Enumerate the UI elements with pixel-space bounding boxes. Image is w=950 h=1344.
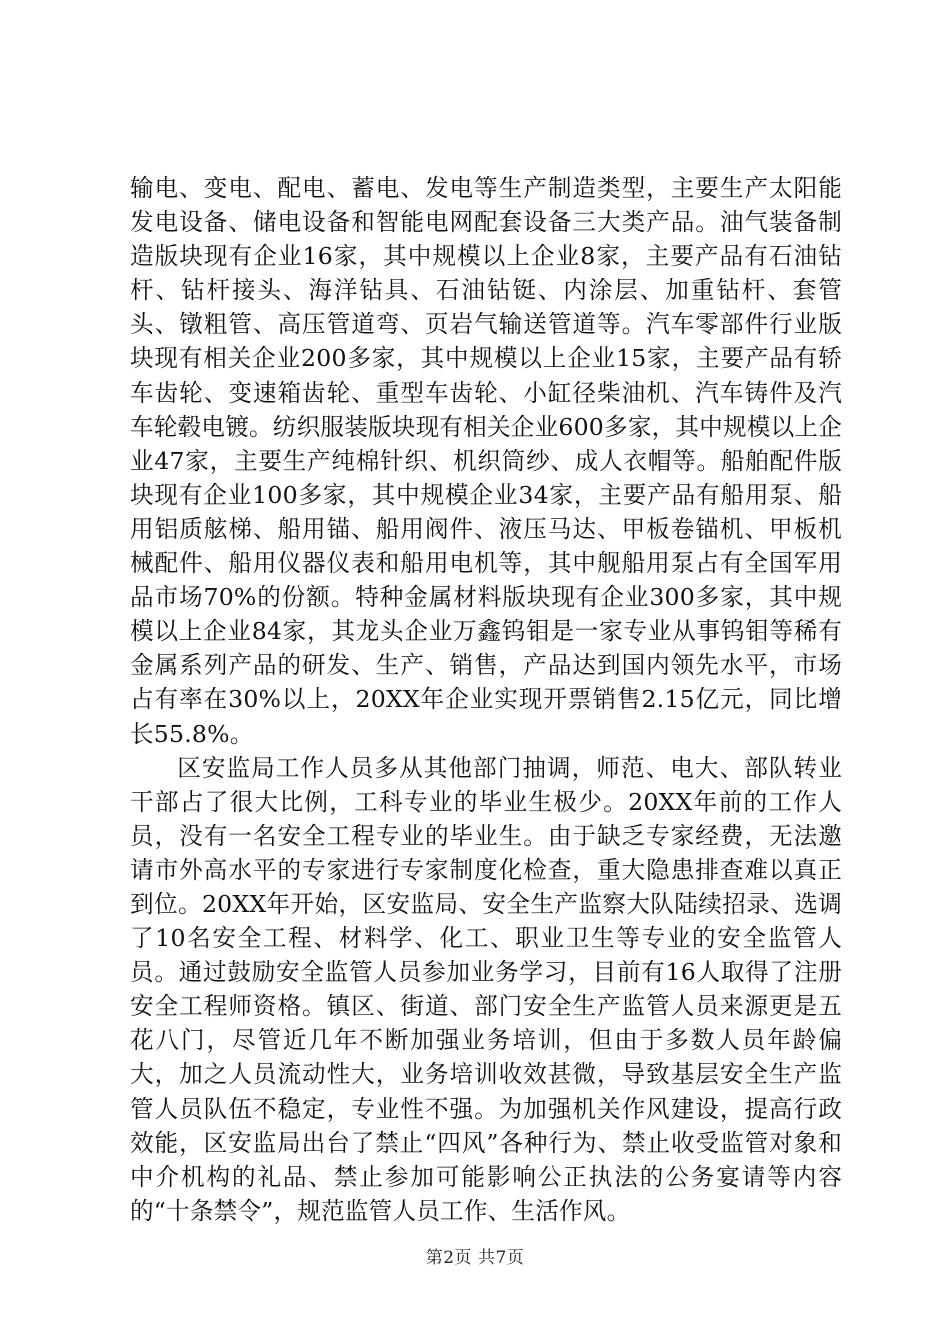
page-footer: 第2页 共7页 <box>425 1248 525 1268</box>
paragraph-safety-staff: 区安监局工作人员多从其他部门抽调，师范、电大、部队转业干部占了很大比例，工科专业的毕业生极少。20XX年前的工作人员，没有一名安全工程专业的毕业生。由于缺乏专家经费，无法邀请市外高水平的专家进行专家制度化检查，重大隐患排查难以真正到位。20XX年开始，区安监局、安全生产监察大队陆续招录、选调了10名安全工程、材料学、化工、职业卫生等专业的安全监管人员。通过鼓励安全监管人员参加业务学习，目前有16人取得了注册安全工程师资格。镇区、街道、部门安全生产监管人员来源更是五花八门，尽管近几年不断加强业务培训，但由于多数人员年龄偏大，加之人员流动性大，业务培训收效甚微，导致基层安全生产监管人员队伍不稳定，专业性不强。为加强机关作风建设，提高行政效能，区安监局出台了禁止“四风”各种行为、禁止收受监管对象和中介机构的礼品、禁止参加可能影响公正执法的公务宴请等内容的“十条禁令”，规范监管人员工作、生活作风。 <box>130 753 842 1225</box>
paragraph-industry-sectors: 输电、变电、配电、蓄电、发电等生产制造类型，主要生产太阳能发电设备、储电设备和智能电网配套设备三大类产品。油气装备制造版块现有企业16家，其中规模以上企业8家，主要产品有石油钻杆、钻杆接头、海洋钻具、石油钻铤、内涂层、加重钻杆、套管头、镦粗管、高压管道弯、页岩气输送管道等。汽车零部件行业版块现有相关企业200多家，其中规模以上企业15家，主要产品有轿车齿轮、变速箱齿轮、重型车齿轮、小缸径柴油机、汽车铸件及汽车轮毂电镀。纺织服装版块现有相关企业600多家，其中规模以上企业47家，主要生产纯棉针织、机织筒纱、成人衣帽等。船舶配件版块现有企业100多家，其中规模企业34家，主要产品有船用泵、船用铝质舷梯、船用锚、船用阀件、液压马达、甲板卷锚机、甲板机械配件、船用仪器仪表和船用电机等，其中舰船用泵占有全国军用品市场70%的份额。特种金属材料版块现有企业300多家，其中规模以上企业84家，其龙头企业万鑫钨钼是一家专业从事钨钼等稀有金属系列产品的研发、生产、销售，产品达到国内领先水平，市场占有率在30%以上，20XX年企业实现开票销售2.15亿元，同比增长55.8%。 <box>130 174 842 748</box>
document-body <box>130 171 842 1228</box>
